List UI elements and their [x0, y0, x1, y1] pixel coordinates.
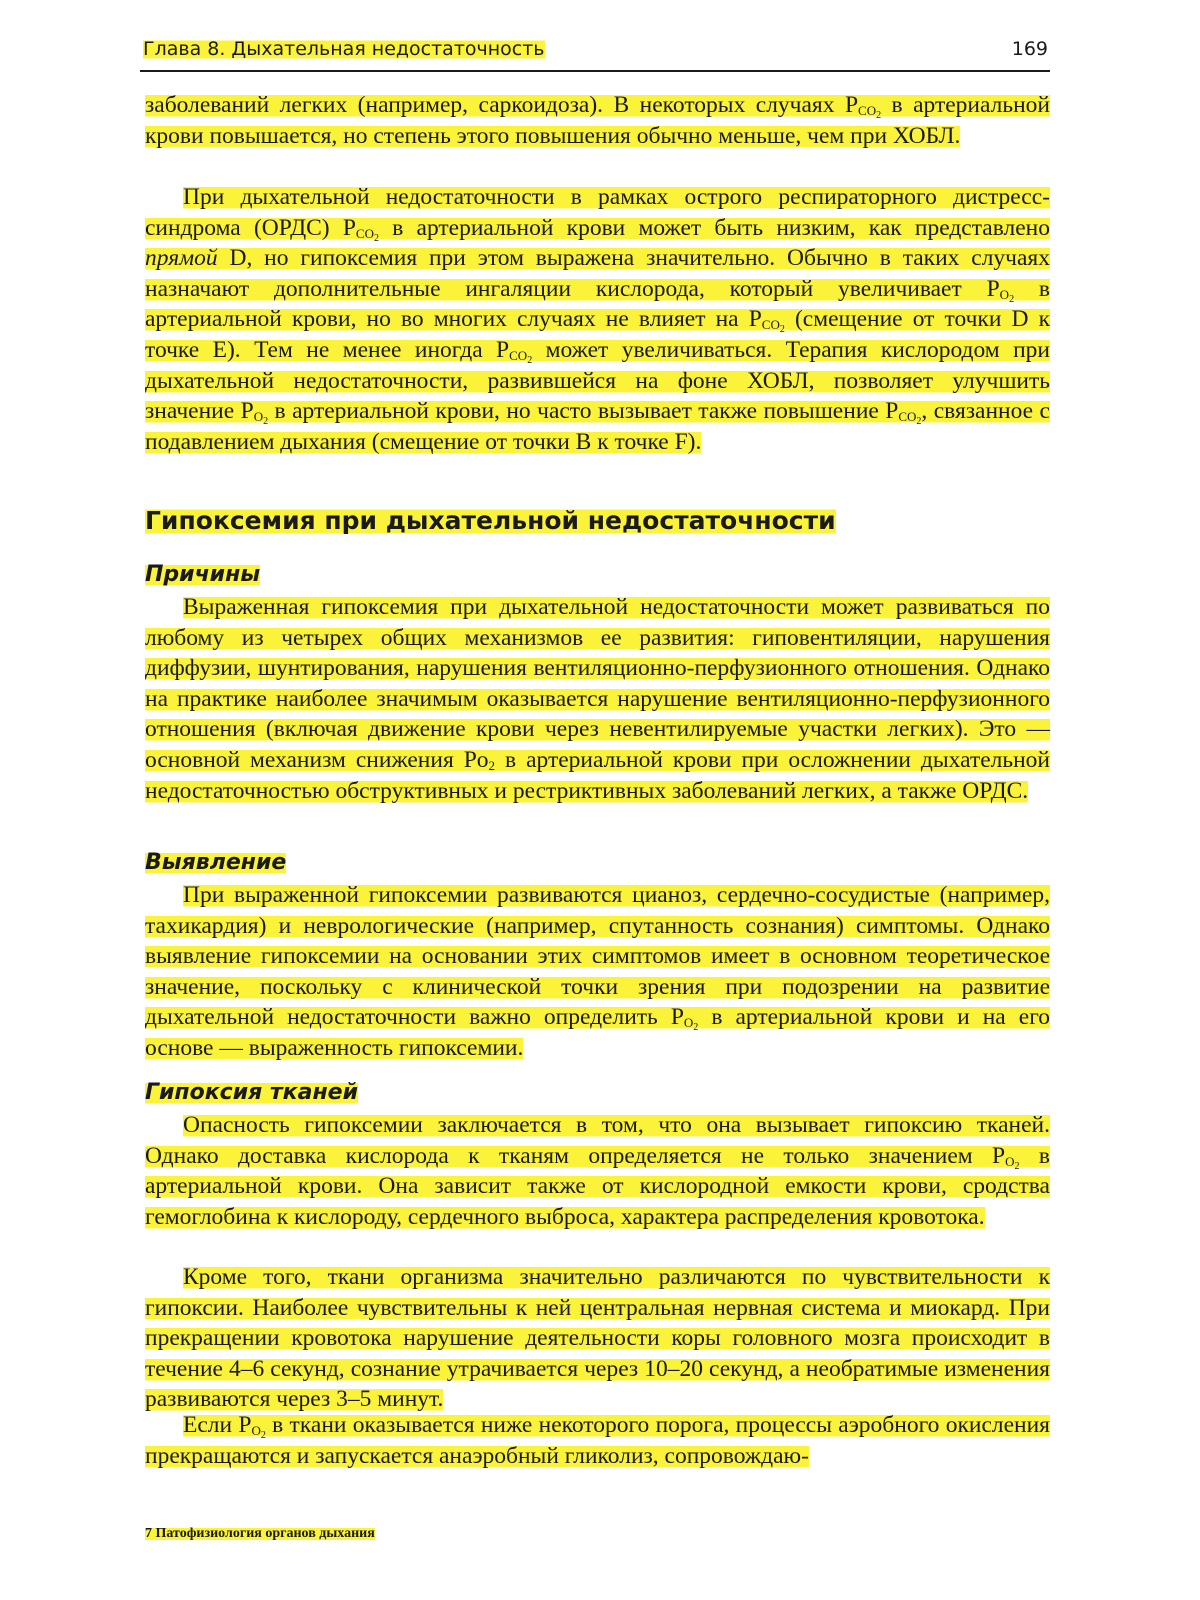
paragraph-causes	[145, 592, 1050, 806]
subsection-title-tissue-hypoxia: Гипоксия тканей	[145, 1080, 358, 1105]
subscript: O2	[999, 286, 1015, 305]
subscript: O2	[253, 409, 269, 428]
subscript: O2	[1005, 1153, 1020, 1172]
subscript: 2	[488, 757, 496, 773]
page-footer: 7 Патофизиология органов дыхания	[145, 1526, 375, 1541]
text-run-b: в артериальной крови повышается, но степень этого повышения обычно меньше, чем при ХОБЛ.	[145, 92, 1050, 149]
emphasis: прямой	[145, 245, 218, 272]
text-run: Опасность гипоксемии заключается в том, что она вызывает гипоксию тканей. Однако доставка кислорода к тканям определяется не только значением $P_{O_2}$ в артериальной крови. Она зависит также от кислородной емкости крови, сродства гемоглобина к кислороду, сердечного выброса, характера распределения кровотока.	[145, 1112, 1050, 1230]
section-title: Гипоксемия при дыхательной недостаточности	[145, 506, 836, 535]
page-number: 169	[1011, 38, 1048, 60]
paragraph-ards	[145, 182, 1050, 457]
paragraph-tissue-hypoxia-1	[145, 1110, 1050, 1232]
subscript: CO2	[355, 225, 379, 244]
subscript: CO2	[898, 409, 922, 428]
subsection-title-causes: Причины	[145, 562, 261, 587]
chapter-title: Глава 8. Дыхательная недостаточность	[143, 38, 545, 60]
subsection-title-detection: Выявление	[145, 850, 287, 875]
paragraph-tissue-hypoxia-3	[145, 1410, 1050, 1471]
text-run: Если $P_{O_2}$ в ткани оказывается ниже некоторого порога, процессы аэробного окисления прекращаются и запускается анаэробный гликолиз, сопровождаю-	[145, 1412, 1050, 1469]
text-run: При выраженной гипоксемии развиваются цианоз, сердечно-сосудистые (например, тахикардия) и неврологические (например, спутанность сознания) симптомы. Однако выявление гипоксемии на основании этих симптомов имеет в основном теоретическое значение, поскольку с клинической точки зрения при подозрении на развитие дыхательной недостаточности важно определить $P_{O_2}$ в артериальной крови и на его основе — выраженность гипоксемии.	[145, 882, 1050, 1061]
text-run	[145, 92, 1050, 149]
subscript: CO2	[761, 317, 785, 336]
subscript: O2	[683, 1015, 699, 1034]
paragraph-continued	[145, 90, 1050, 151]
paragraph-tissue-hypoxia-2	[145, 1262, 1050, 1415]
paragraph-detection	[145, 880, 1050, 1064]
text-run: Выраженная гипоксемия при дыхательной недостаточности может развиваться по любому из четырех общих механизмов ее развития: гиповентиляции, нарушения диффузии, шунтирования, нарушения вентиляционно-перфузионного отношения. Однако на практике наиболее значимым оказывается нарушение вентиляционно-перфузионного отношения (включая движение крови через невентилируемые участки легких). Это — основной механизм снижения $Po_2$ в артериальной крови при осложнении дыхательной недостаточностью обструктивных и рестриктивных заболеваний легких, а также ОРДС.	[145, 594, 1050, 804]
subscript: O2	[251, 1423, 266, 1441]
text-run-a: заболеваний легких (например, саркоидоза). В некоторых случаях P	[145, 92, 859, 118]
text-run: При дыхательной недостаточности в рамках острого респираторного дистресс-синдрома (ОРДС) $P_{CO_2}$ в артериальной крови может быть низким, как представлено прямой D, но гипоксемия при этом выражена значительно. Обычно в таких случаях назначают дополнительные ингаляции кислорода, который увеличивает $P_{O_2}$ в артериальной крови, но во многих случаях не влияет на $P_{CO_2}$ (смещение от точки D к точке E). Тем не менее иногда $P_{CO_2}$ может увеличиваться. Терапия кислородом при дыхательной недостаточности, развившейся на фоне ХОБЛ, позволяет улучшить значение $P_{O_2}$ в артериальной крови, но часто вызывает также повышение $P_{CO_2}$, связанное с подавлением дыхания (смещение от точки B к точке F).	[145, 184, 1050, 455]
header-divider	[140, 70, 1050, 72]
running-head	[143, 38, 1048, 60]
text-run: Кроме того, ткани организма значительно различаются по чувствительности к гипоксии. Наиболее чувствительны к ней центральная нервная система и миокард. При прекращении кровотока нарушение деятельности коры головного мозга происходит в течение 4–6 секунд, сознание утрачивается через 10–20 секунд, а необратимые изменения развиваются через 3–5 минут.	[145, 1264, 1050, 1413]
subscript: CO2	[858, 103, 882, 121]
subscript: CO2	[509, 347, 533, 366]
